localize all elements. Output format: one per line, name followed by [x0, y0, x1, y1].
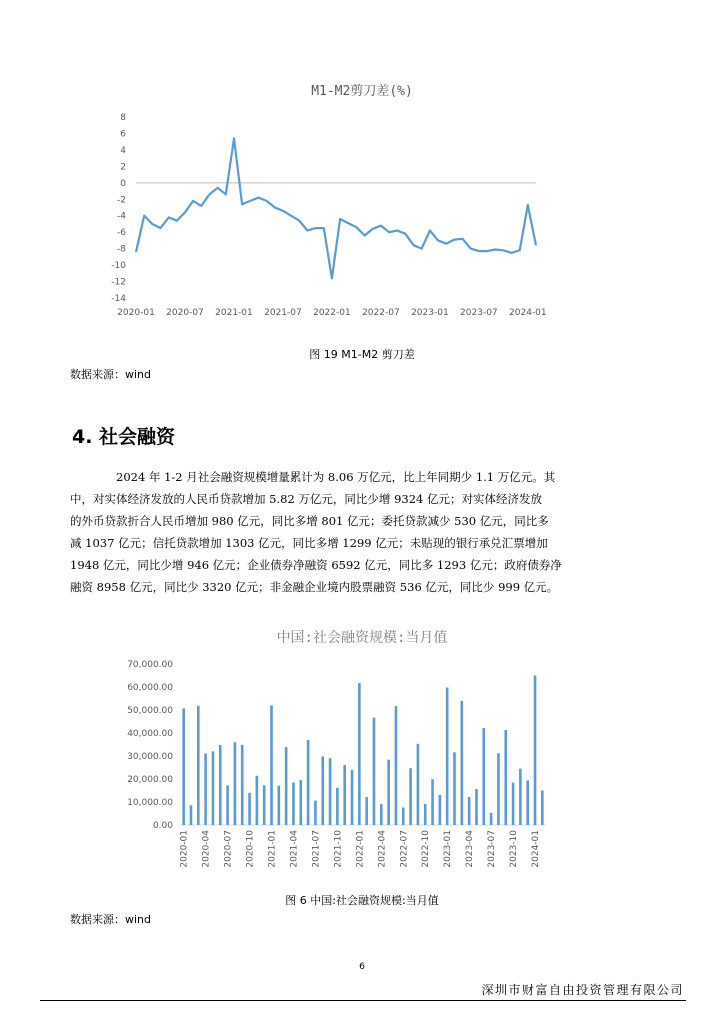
chart1-plot: [100, 105, 560, 330]
bar: [212, 751, 215, 825]
bar: [285, 747, 288, 825]
bar: [190, 805, 193, 825]
paragraph-line: 的外币贷款折合人民币增加 980 亿元，同比多增 801 亿元；委托贷款减少 530 亿元，同比多: [70, 514, 549, 528]
x-tick-label: 2024-01: [509, 308, 547, 318]
bar: [519, 769, 522, 825]
bar: [314, 801, 317, 825]
bar: [409, 768, 412, 825]
x-tick-label: 2020-07: [166, 308, 204, 318]
chart1-source: 数据来源：wind: [70, 368, 152, 381]
bar: [197, 706, 200, 825]
footer-rule: [40, 1000, 686, 1001]
bar: [329, 758, 332, 825]
chart2-source: 数据来源：wind: [70, 913, 152, 926]
x-tick-label: 2022-07: [362, 308, 400, 318]
y-tick-label: 6: [120, 129, 126, 140]
x-tick-label: 2023-07: [460, 308, 498, 318]
bar: [373, 718, 376, 825]
paragraph-line: 融资 8958 亿元，同比少 3320 亿元；非金融企业境内股票融资 536 亿元，同比少 999 亿元。: [70, 580, 559, 594]
bar: [256, 776, 259, 825]
y-tick-label: -4: [117, 211, 126, 222]
x-tick-label: 2021-10: [333, 830, 344, 868]
bar: [526, 780, 529, 825]
bar: [453, 752, 456, 825]
chart2-title: 中国:社会融资规模:当月值: [276, 630, 448, 646]
bar: [439, 795, 442, 825]
bar: [395, 706, 398, 825]
x-tick-label: 2021-04: [289, 830, 300, 868]
y-tick-label: 60,000.00: [127, 683, 173, 693]
y-tick-label: -10: [111, 261, 126, 272]
x-tick-label: 2020-01: [179, 830, 190, 868]
bar: [482, 728, 485, 825]
bar: [182, 708, 185, 825]
bar: [504, 730, 507, 825]
x-tick-label: 2023-10: [509, 830, 520, 868]
y-tick-label: 40,000.00: [127, 729, 173, 739]
bar: [351, 770, 354, 825]
y-tick-label: 0: [120, 178, 126, 189]
paragraph-line: 减 1037 亿元；信托贷款增加 1303 亿元，同比多增 1299 亿元；未贴现的银行承兑汇票增加: [70, 536, 548, 550]
bar: [424, 804, 427, 825]
chart1-title: M1-M2剪刀差(%): [311, 84, 413, 99]
x-tick-label: 2021-01: [215, 308, 253, 318]
y-tick-label: -14: [111, 294, 126, 304]
paragraph-line: 2024 年 1-2 月社会融资规模增量累计为 8.06 万亿元，比上年同期少 1.1 万亿元。其: [116, 470, 556, 484]
y-tick-label: 10,000.00: [127, 798, 173, 808]
x-tick-label: 2021-07: [311, 830, 322, 868]
bar: [541, 791, 544, 826]
x-tick-label: 2022-01: [355, 830, 366, 868]
x-tick-label: 2021-07: [264, 308, 302, 318]
bar: [219, 745, 222, 825]
bar: [417, 744, 420, 825]
y-tick-label: 70,000.00: [127, 660, 173, 670]
y-tick-label: -2: [117, 195, 126, 206]
bar: [292, 782, 295, 825]
bar: [365, 797, 368, 825]
bar: [387, 760, 390, 825]
y-tick-label: -8: [117, 244, 126, 255]
paragraph-line: 中，对实体经济发放的人民币贷款增加 5.82 万亿元，同比少增 9324 亿元；对实体经济发放: [70, 492, 542, 506]
x-tick-label: 2023-01: [443, 830, 454, 868]
x-tick-label: 2021-01: [267, 830, 278, 868]
y-tick-label: 20,000.00: [127, 775, 173, 785]
bar: [263, 785, 266, 825]
y-tick-label: -6: [117, 228, 126, 239]
y-tick-label: 4: [120, 145, 126, 156]
x-tick-label: 2020-01: [117, 308, 155, 318]
chart2-plot: [100, 652, 560, 877]
x-tick-label: 2022-01: [313, 308, 351, 318]
bar: [380, 804, 383, 825]
bar: [468, 797, 471, 825]
bar: [336, 788, 339, 825]
bar: [278, 786, 281, 825]
page-number: 6: [359, 962, 365, 972]
chart2-caption: 图 6 中国:社会融资规模:当月值: [285, 894, 439, 907]
bar: [461, 701, 464, 825]
section-heading: 4. 社会融资: [72, 426, 176, 448]
bar: [241, 745, 244, 825]
x-tick-label: 2022-10: [421, 830, 432, 868]
x-tick-label: 2024-01: [531, 830, 542, 868]
y-tick-label: 2: [120, 162, 126, 173]
bar: [226, 785, 229, 825]
bar: [512, 783, 515, 825]
bar: [248, 793, 251, 825]
chart1-caption: 图 19 M1-M2 剪刀差: [309, 348, 415, 361]
x-tick-label: 2023-04: [465, 830, 476, 868]
bar: [534, 676, 537, 826]
bar: [402, 808, 405, 825]
y-tick-label: 8: [120, 113, 126, 123]
bar: [490, 813, 493, 825]
y-tick-label: 30,000.00: [127, 752, 173, 762]
bar: [358, 683, 361, 825]
bar: [270, 705, 273, 825]
x-tick-label: 2020-04: [201, 830, 212, 868]
bar: [321, 756, 324, 825]
bar: [343, 765, 346, 825]
bar: [299, 780, 302, 825]
x-tick-label: 2020-10: [245, 830, 256, 868]
bar: [446, 687, 449, 825]
bar: [475, 789, 478, 825]
bar: [307, 740, 310, 825]
series-line: [136, 138, 536, 278]
bar: [204, 753, 207, 825]
y-tick-label: -12: [111, 277, 126, 288]
x-tick-label: 2023-01: [411, 308, 449, 318]
x-tick-label: 2020-07: [223, 830, 234, 868]
section-paragraph: [70, 466, 654, 598]
footer-company: 深圳市财富自由投资管理有限公司: [481, 983, 684, 997]
paragraph-line: 1948 亿元，同比少增 946 亿元；企业债券净融资 6592 亿元，同比多 1293 亿元；政府债券净: [70, 558, 562, 572]
x-tick-label: 2023-07: [487, 830, 498, 868]
bar: [234, 742, 237, 825]
bar: [431, 779, 434, 825]
bar: [497, 753, 500, 825]
y-tick-label: 0.00: [152, 821, 173, 831]
y-tick-label: 50,000.00: [127, 706, 173, 716]
x-tick-label: 2022-07: [399, 830, 410, 868]
x-tick-label: 2022-04: [377, 830, 388, 868]
